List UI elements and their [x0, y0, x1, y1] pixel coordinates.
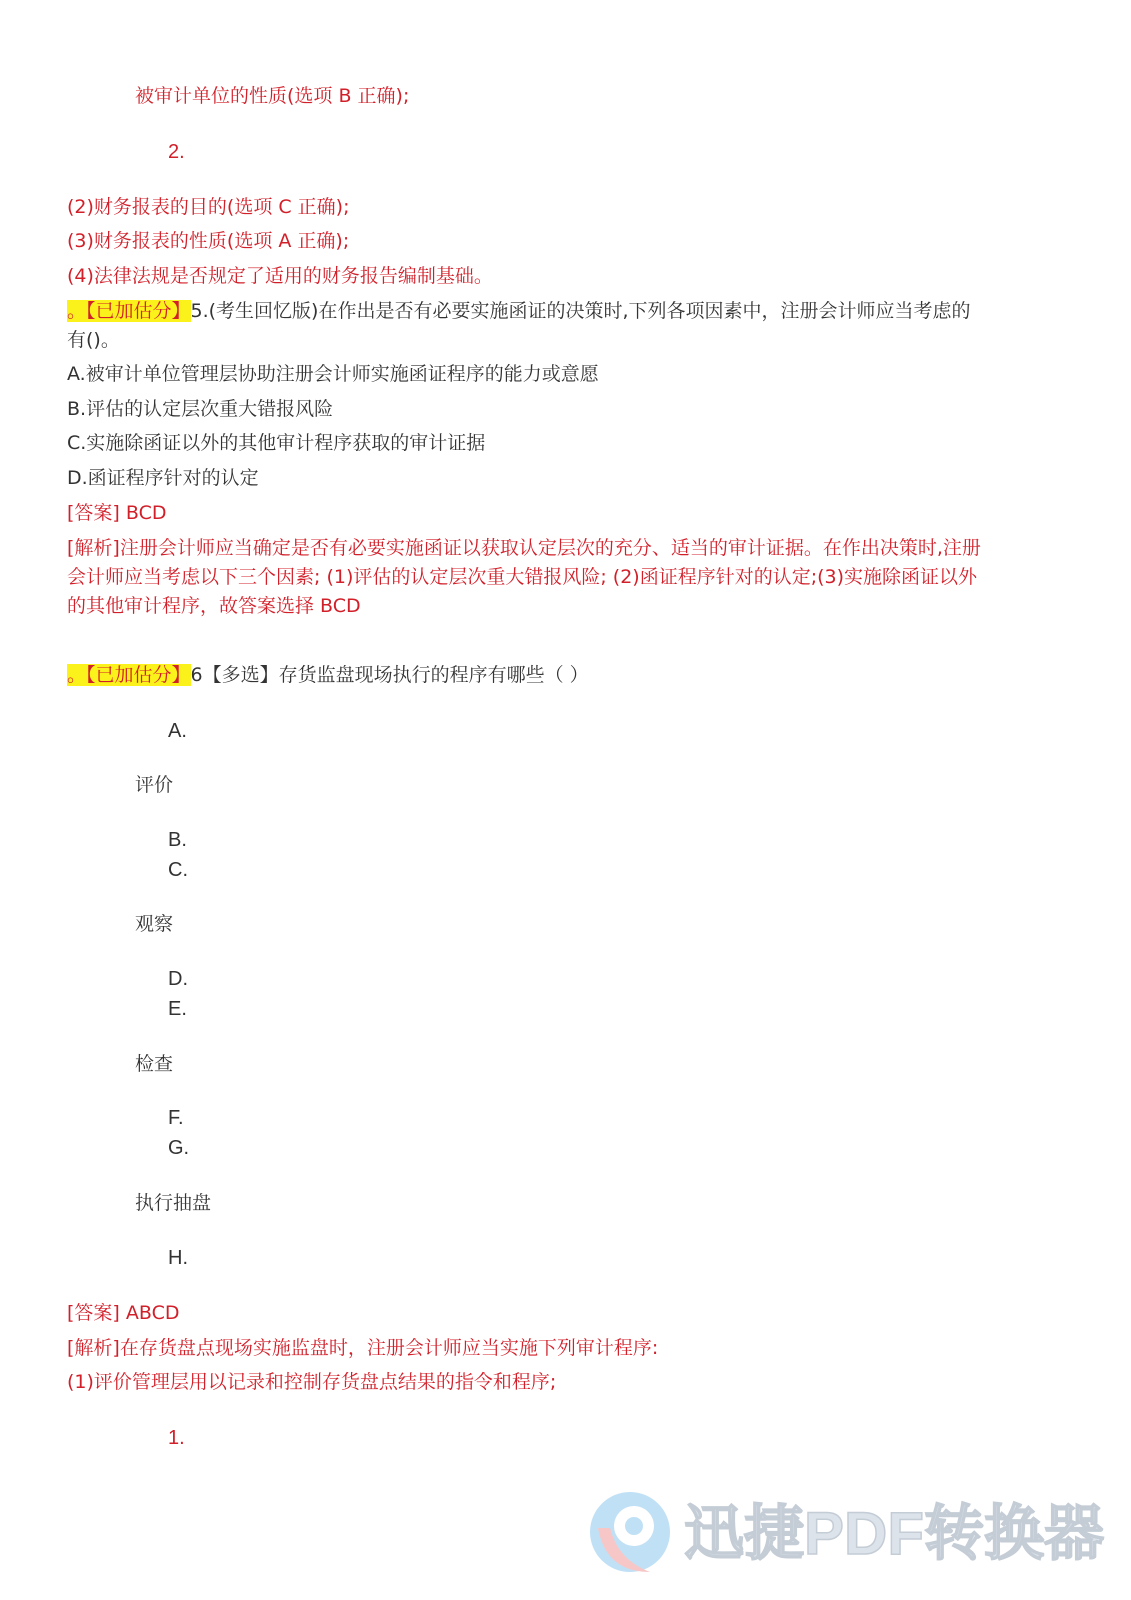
text-line: 被审计单位的性质(选项 B 正确); — [135, 85, 410, 107]
analysis-line: [解析]注册会计师应当确定是否有必要实施函证以获取认定层次的充分、适当的审计证据。在作出决策时,注册 — [67, 537, 981, 559]
option-letter-d: D. — [168, 968, 188, 990]
option-letter-b: B. — [168, 829, 187, 851]
watermark-graphic — [588, 1480, 1108, 1580]
option-letter-g: G. — [168, 1137, 190, 1159]
question-5-header — [67, 297, 971, 325]
answer: [答案] BCD — [67, 502, 167, 524]
option-c: C.实施除函证以外的其他审计程序获取的审计证据 — [67, 432, 486, 454]
option-a: A.被审计单位管理层协助注册会计师实施函证程序的能力或意愿 — [67, 363, 599, 385]
list-number: 2. — [168, 141, 185, 163]
score-badge: 。【已加估分】 — [67, 300, 191, 322]
text-line: (4)法律法规是否规定了适用的财务报告编制基础。 — [67, 265, 493, 287]
analysis-line: 会计师应当考虑以下三个因素; (1)评估的认定层次重大错报风险; (2)函证程序针对的认定;(3)实施除函证以外 — [67, 566, 978, 588]
list-number: 1. — [168, 1427, 185, 1449]
option-letter-f: F. — [168, 1107, 184, 1129]
analysis-line: 的其他审计程序，故答案选择 BCD — [67, 595, 361, 617]
option-word: 检查 — [135, 1053, 174, 1075]
option-word: 执行抽盘 — [135, 1192, 212, 1214]
question-text-cont: 有()。 — [67, 329, 120, 351]
option-letter-h: H. — [168, 1247, 188, 1269]
option-letter-e: E. — [168, 998, 187, 1020]
option-letter-c: C. — [168, 859, 188, 881]
xunjie-logo-icon — [590, 1492, 670, 1572]
watermark — [588, 1480, 1108, 1580]
option-b: B.评估的认定层次重大错报风险 — [67, 398, 334, 420]
analysis-point: (1)评价管理层用以记录和控制存货盘点结果的指令和程序; — [67, 1371, 557, 1393]
analysis-line: [解析]在存货盘点现场实施监盘时，注册会计师应当实施下列审计程序: — [67, 1337, 659, 1359]
text-line: (2)财务报表的目的(选项 C 正确); — [67, 196, 350, 218]
text-line: (3)财务报表的性质(选项 A 正确); — [67, 230, 350, 252]
watermark-text: 迅捷PDF转换器 — [684, 1500, 1104, 1567]
option-word: 观察 — [135, 913, 174, 935]
question-text: 5.(考生回忆版)在作出是否有必要实施函证的决策时,下列各项因素中，注册会计师应当考虑的 — [190, 300, 971, 322]
score-badge: 。【已加估分】 — [67, 664, 191, 686]
option-letter-a: A. — [168, 720, 187, 742]
question-6-header — [67, 661, 589, 689]
question-text: 6【多选】存货监盘现场执行的程序有哪些（ ） — [190, 664, 589, 686]
option-d: D.函证程序针对的认定 — [67, 467, 259, 489]
option-word: 评价 — [135, 774, 174, 796]
answer: [答案] ABCD — [67, 1302, 180, 1324]
